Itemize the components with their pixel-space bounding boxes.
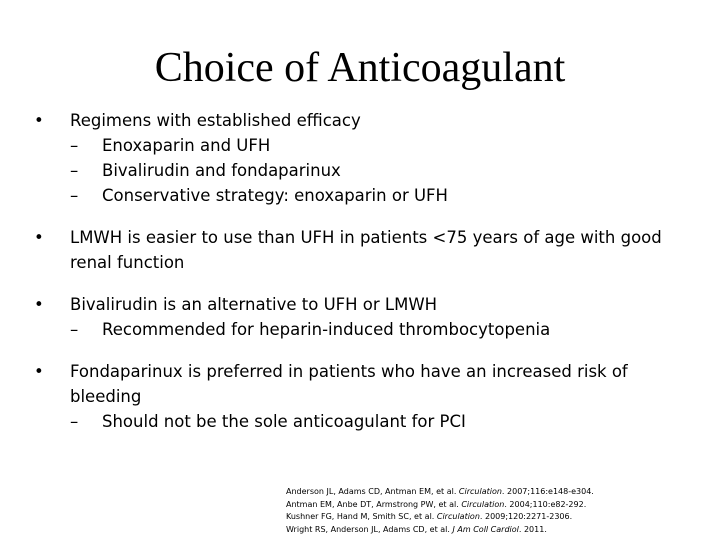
dash-icon: – — [70, 186, 79, 205]
slide-title: Choice of Anticoagulant — [154, 45, 566, 91]
reference-line: Kushner FG, Hand M, Smith SC, et al. Circulation. 2009;120:2271-2306. — [286, 512, 573, 521]
sub-bullet-item — [34, 409, 694, 434]
reference-citation: 2004;110:e82-292. — [509, 499, 587, 509]
bullet-text: Bivalirudin is an alternative to UFH or LMWH — [70, 295, 438, 314]
reference-authors: Antman EM, Anbe DT, Armstrong PW, et al. — [286, 499, 459, 509]
reference-journal: J Am Coll Cardiol — [452, 524, 519, 534]
bullet-text: LMWH is easier to use than UFH in patients <75 years of age with good renal function — [70, 228, 662, 272]
bullet-item — [34, 225, 694, 275]
bullet-text: Fondaparinux is preferred in patients who have an increased risk of bleeding — [70, 362, 628, 406]
reference-citation: 2011. — [523, 524, 547, 534]
dash-icon: – — [70, 320, 79, 339]
bullet-dot-icon: • — [34, 295, 44, 314]
bullet-item — [34, 292, 694, 317]
sub-bullet-item — [34, 158, 694, 183]
reference-citation: 2009;120:2271-2306. — [484, 512, 573, 521]
reference-line: Antman EM, Anbe DT, Armstrong PW, et al. Circulation. 2004;110:e82-292. — [286, 499, 587, 509]
reference-authors: Wright RS, Anderson JL, Adams CD, et al. — [286, 524, 450, 534]
reference-journal: Circulation — [461, 499, 505, 509]
bullet-dot-icon: • — [34, 111, 44, 130]
reference-authors: Anderson JL, Adams CD, Antman EM, et al. — [286, 487, 457, 496]
reference-journal: Circulation — [436, 512, 480, 521]
references — [286, 486, 706, 536]
sub-bullet-text: Bivalirudin and fondaparinux — [102, 161, 341, 180]
bullet-dot-icon: • — [34, 228, 44, 247]
sub-bullet-item — [34, 317, 694, 342]
sub-bullet-item — [34, 183, 694, 208]
dash-icon: – — [70, 161, 79, 180]
reference-line: Wright RS, Anderson JL, Adams CD, et al. J Am Coll Cardiol. 2011. — [286, 524, 547, 534]
bullet-dot-icon: • — [34, 362, 44, 381]
sub-bullet-item — [34, 133, 694, 158]
bullet-item — [34, 359, 694, 409]
sub-bullet-text: Conservative strategy: enoxaparin or UFH — [102, 186, 448, 205]
sub-bullet-text: Recommended for heparin-induced thrombocytopenia — [102, 320, 551, 339]
bullet-text: Regimens with established efficacy — [70, 111, 361, 130]
bullet-item — [34, 108, 694, 133]
dash-icon: – — [70, 136, 79, 155]
reference-journal: Circulation — [458, 487, 502, 496]
slide-body — [34, 108, 694, 434]
reference-authors: Kushner FG, Hand M, Smith SC, et al. — [286, 512, 435, 521]
dash-icon: – — [70, 412, 79, 431]
reference-line: Anderson JL, Adams CD, Antman EM, et al. Circulation. 2007;116:e148-e304. — [286, 487, 594, 496]
reference-citation: 2007;116:e148-e304. — [507, 487, 594, 496]
sub-bullet-text: Should not be the sole anticoagulant for PCI — [102, 412, 466, 431]
sub-bullet-text: Enoxaparin and UFH — [102, 136, 271, 155]
